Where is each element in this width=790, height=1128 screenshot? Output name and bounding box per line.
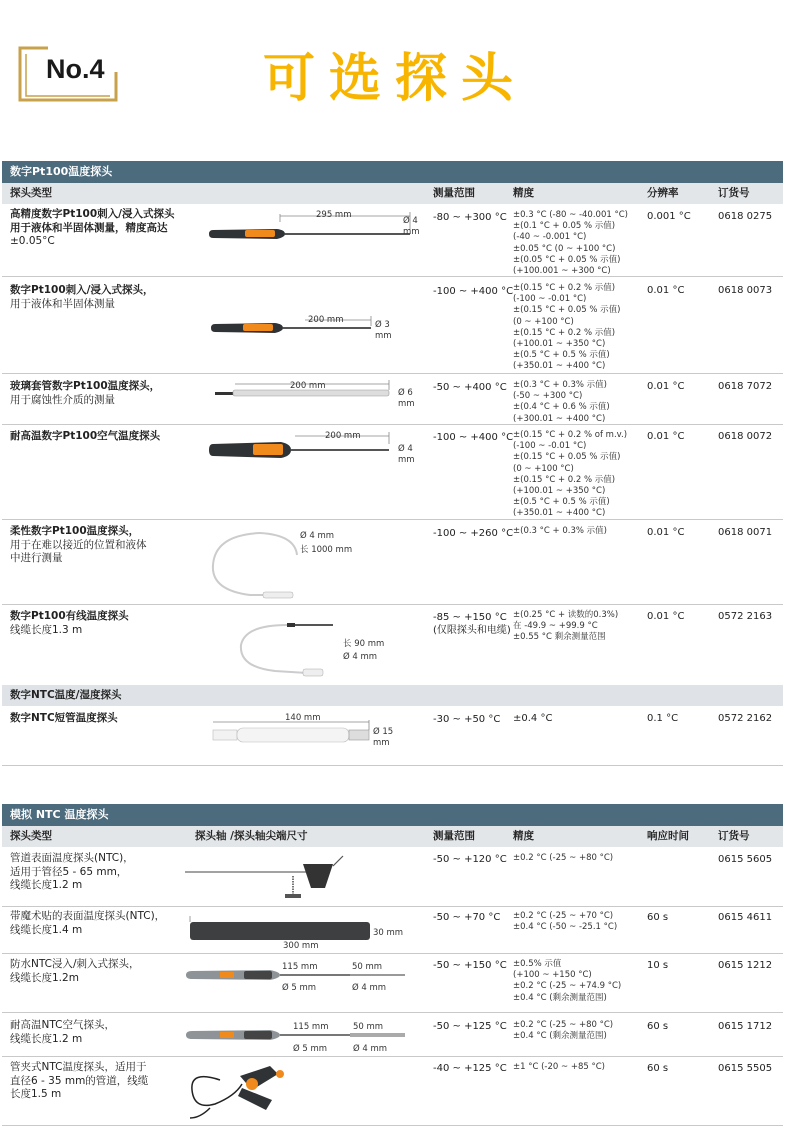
- dim-diameter: Ø 5 mm: [282, 983, 317, 993]
- dim-diameter: Ø 4 mm: [343, 652, 378, 662]
- dim-diameter: Ø 4 mm: [403, 216, 420, 237]
- probe-image: [180, 1060, 300, 1124]
- probe-name: 数字NTC短管温度探头: [10, 712, 118, 724]
- probe-image: [205, 525, 315, 600]
- range: -50 ~ +125 °C: [433, 1021, 507, 1032]
- range: -100 ~ +260 °C: [433, 528, 514, 539]
- probe-image: [185, 852, 360, 904]
- probe-name: 管道表面温度探头(NTC)， 适用于管径5 - 65 mm， 线缆长度1.2 m: [10, 852, 134, 891]
- probe-name: 数字Pt100刺入/浸入式探头，: [10, 284, 154, 296]
- col-response: 响应时间: [647, 830, 689, 842]
- accuracy: ±0.2 °C (-25 ~ +80 °C): [513, 853, 614, 863]
- probe-desc: ±0.05°C: [10, 235, 55, 247]
- dim-length: 115 mm: [293, 1022, 329, 1032]
- table-row: [10, 380, 210, 407]
- dim-tip-diameter: Ø 4 mm: [353, 1044, 388, 1054]
- row-divider: [2, 765, 783, 766]
- row-divider: [2, 604, 783, 605]
- col-order: 订货号: [718, 187, 750, 199]
- digital-column-header: [2, 183, 783, 204]
- order-number: 0615 5605: [718, 854, 773, 865]
- digital-section-title: 数字Pt100温度探头: [2, 161, 783, 183]
- dim-length: 长 1000 mm: [300, 545, 353, 555]
- probe-image: [205, 428, 415, 468]
- range: -50 ~ +70 °C: [433, 912, 501, 923]
- col-type: 探头类型: [10, 830, 52, 842]
- range: -100 ~ +400 °C: [433, 432, 514, 443]
- dim-length: 200 mm: [308, 315, 344, 325]
- accuracy: ±0.2 °C (-25 ~ +70 °C) ±0.4 °C (-50 ~ -25.1 °C): [513, 911, 618, 933]
- probe-desc: 用于在难以接近的位置和液体 中进行测量: [10, 538, 147, 564]
- dim-length: 200 mm: [325, 431, 361, 441]
- accuracy: ±0.2 °C (-25 ~ +80 °C) ±0.4 °C (剩余测量范围): [513, 1020, 614, 1042]
- probe-name: 玻璃套管数字Pt100温度探头，: [10, 380, 161, 392]
- dim-length: 300 mm: [283, 941, 319, 951]
- resolution: 0.1 °C: [647, 713, 679, 724]
- row-divider: [2, 1125, 783, 1126]
- probe-name: 耐高温数字Pt100空气温度探头: [10, 430, 161, 442]
- range: -85 ~ +150 °C (仅限探头和电缆): [433, 612, 511, 636]
- row-divider: [2, 519, 783, 520]
- row-divider: [2, 1012, 783, 1013]
- order-number: 0618 0071: [718, 527, 773, 538]
- response-time: 60 s: [647, 1063, 669, 1074]
- resolution: 0.01 °C: [647, 285, 685, 296]
- order-number: 0618 0275: [718, 211, 773, 222]
- accuracy: ±(0.3 °C + 0.3% 示值) (-50 ~ +300 °C) ±(0.4 °C + 0.6 % 示值) (+300.01 ~ +400 °C): [513, 380, 610, 424]
- probe-desc: 线缆长度1.3 m: [10, 623, 83, 636]
- order-number: 0615 1212: [718, 960, 773, 971]
- table-row: [10, 284, 210, 311]
- probe-image: [205, 208, 425, 248]
- col-shaft: 探头轴 /探头轴尖端尺寸: [195, 830, 308, 842]
- badge-label: No.4: [46, 54, 105, 84]
- row-divider: [2, 1056, 783, 1057]
- range: -80 ~ +300 °C: [433, 212, 507, 223]
- probe-name: 高精度数字Pt100刺入/浸入式探头 用于液体和半固体测量，精度高达: [10, 208, 175, 234]
- order-number: 0615 5505: [718, 1063, 773, 1074]
- dim-tip-length: 50 mm: [352, 962, 383, 972]
- order-number: 0618 0072: [718, 431, 773, 442]
- probe-desc: 用于液体和半固体测量: [10, 297, 115, 310]
- dim-width: 30 mm: [373, 928, 404, 938]
- probe-name: 管夹式NTC温度探头，适用于 直径6 - 35 mm的管道，线缆 长度1.5 m: [10, 1061, 149, 1100]
- range: -50 ~ +150 °C: [433, 960, 507, 971]
- resolution: 0.01 °C: [647, 381, 685, 392]
- accuracy: ±(0.25 °C + 读数的0.3%) 在 -49.9 ~ +99.9 °C ±0.55 °C 剩余测量范围: [513, 610, 619, 643]
- range: -100 ~ +400 °C: [433, 286, 514, 297]
- analog-section-title: 模拟 NTC 温度探头: [2, 804, 783, 826]
- table-row: [10, 525, 210, 566]
- table-row: [10, 712, 210, 726]
- dim-length: 200 mm: [290, 381, 326, 391]
- order-number: 0572 2162: [718, 713, 773, 724]
- ntc-subsection-title: 数字NTC温度/湿度探头: [2, 685, 783, 706]
- response-time: 60 s: [647, 912, 669, 923]
- probe-name: 数字Pt100有线温度探头: [10, 610, 129, 622]
- accuracy: ±(0.15 °C + 0.2 % 示值) (-100 ~ -0.01 °C) ±(0.15 °C + 0.05 % 示值) (0 ~ +100 °C) ±(0.15 °C + 0.2 % 示值) (+100.01 ~ +350 °C) ±(0.5 °C + 0.5 % 示值) (+350.01 ~ +400 °C): [513, 283, 621, 372]
- dim-diameter: Ø 6 mm: [398, 388, 415, 409]
- range: -50 ~ +400 °C: [433, 382, 507, 393]
- order-number: 0618 0073: [718, 285, 773, 296]
- accuracy: ±0.4 °C: [513, 713, 553, 724]
- response-time: 10 s: [647, 960, 669, 971]
- probe-name: 带魔术贴的表面温度探头(NTC)， 线缆长度1.4 m: [10, 910, 166, 936]
- col-accuracy: 精度: [513, 187, 534, 199]
- dim-diameter: Ø 4 mm: [398, 444, 415, 465]
- dim-diameter: Ø 15 mm: [373, 727, 394, 748]
- row-divider: [2, 276, 783, 277]
- dim-length: 115 mm: [282, 962, 318, 972]
- order-number: 0572 2163: [718, 611, 773, 622]
- probe-desc: 用于腐蚀性介质的测量: [10, 393, 115, 406]
- response-time: 60 s: [647, 1021, 669, 1032]
- dim-length: 295 mm: [316, 210, 352, 220]
- order-number: 0615 1712: [718, 1021, 773, 1032]
- row-divider: [2, 373, 783, 374]
- order-number: 0615 4611: [718, 912, 773, 923]
- dim-diameter: Ø 3 mm: [375, 320, 392, 341]
- accuracy: ±(0.15 °C + 0.2 % of m.v.) (-100 ~ -0.01 °C) ±(0.15 °C + 0.05 % 示值) (0 ~ +100 °C) ±(0.15 °C + 0.2 % 示值) (+100.01 ~ +350 °C) ±(0.5 °C + 0.5 % 示值) (+350.01 ~ +400 °C): [513, 430, 628, 519]
- table-row: [10, 208, 210, 249]
- col-type: 探头类型: [10, 187, 52, 199]
- row-divider: [2, 424, 783, 425]
- accuracy: ±1 °C (-20 ~ +85 °C): [513, 1062, 605, 1072]
- accuracy: ±(0.3 °C + 0.3% 示值): [513, 526, 607, 536]
- col-range: 测量范围: [433, 830, 475, 842]
- range: -30 ~ +50 °C: [433, 714, 501, 725]
- dim-diameter: Ø 4 mm: [300, 531, 335, 541]
- dim-length: 长 90 mm: [343, 639, 385, 649]
- probe-name: 柔性数字Pt100温度探头，: [10, 525, 140, 537]
- resolution: 0.001 °C: [647, 211, 691, 222]
- probe-image: [180, 914, 380, 944]
- col-order: 订货号: [718, 830, 750, 842]
- resolution: 0.01 °C: [647, 431, 685, 442]
- col-resolution: 分辨率: [647, 187, 679, 199]
- accuracy: ±0.3 °C (-80 ~ -40.001 °C) ±(0.1 °C + 0.05 % 示值) (-40 ~ -0.001 °C) ±0.05 °C (0 ~ +100 °C) ±(0.05 °C + 0.05 % 示值) (+100.001 ~ +300 °C): [513, 210, 628, 277]
- row-divider: [2, 953, 783, 954]
- range: -50 ~ +120 °C: [433, 854, 507, 865]
- order-number: 0618 7072: [718, 381, 773, 392]
- table-row: [10, 430, 210, 444]
- table-row: [10, 610, 210, 637]
- row-divider: [2, 906, 783, 907]
- accuracy: ±0.5% 示值 (+100 ~ +150 °C) ±0.2 °C (-25 ~ +74.9 °C) ±0.4 °C (剩余测量范围): [513, 959, 622, 1003]
- dim-length: 140 mm: [285, 713, 321, 723]
- analog-column-header: [2, 826, 783, 847]
- page-title: 可选探头: [262, 49, 527, 109]
- probe-image: [205, 720, 385, 750]
- dim-tip-diameter: Ø 4 mm: [352, 983, 387, 993]
- probe-name: 防水NTC浸入/刺入式探头， 线缆长度1.2m: [10, 958, 140, 984]
- resolution: 0.01 °C: [647, 611, 685, 622]
- dim-diameter: Ø 5 mm: [293, 1044, 328, 1054]
- dim-tip-length: 50 mm: [353, 1022, 384, 1032]
- probe-image: [205, 615, 335, 683]
- resolution: 0.01 °C: [647, 527, 685, 538]
- col-accuracy: 精度: [513, 830, 534, 842]
- range: -40 ~ +125 °C: [433, 1063, 507, 1074]
- probe-name: 耐高温NTC空气探头， 线缆长度1.2 m: [10, 1019, 115, 1045]
- col-range: 测量范围: [433, 187, 475, 199]
